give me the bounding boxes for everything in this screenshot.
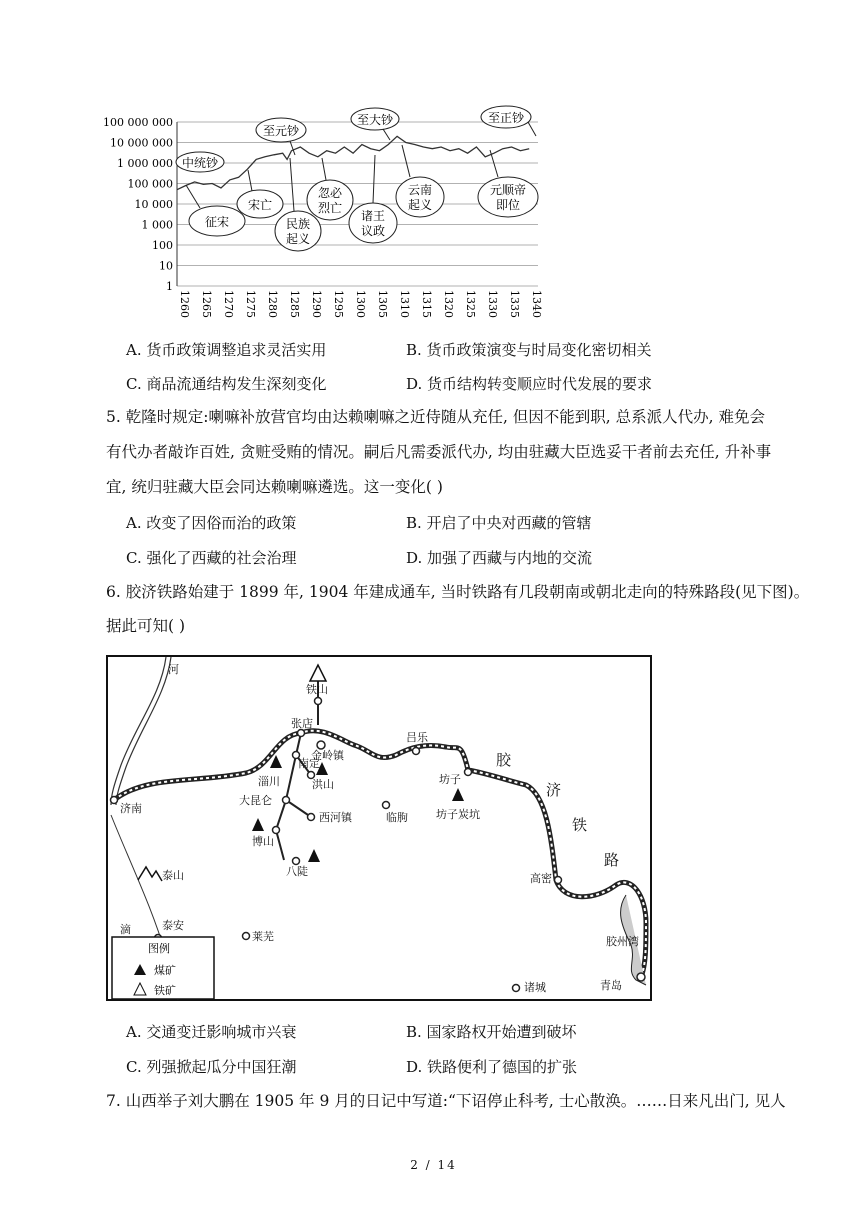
svg-text:至大钞: 至大钞 bbox=[356, 113, 394, 127]
q5-stem-line1: 5. 乾隆时规定:喇嘛补放营官均由达赖喇嘛之近侍随从充任, 但因不能到职, 总系派人代办, 难免会 bbox=[106, 408, 766, 426]
annotation-yunnan bbox=[396, 145, 444, 217]
annotation-zhida bbox=[351, 108, 399, 140]
q7-stem-line1: 7. 山西举子刘大鹏在 1905 年 9 月的日记中写道:“下诏停止科考, 士心散涣。……日来凡出门, 见人 bbox=[106, 1092, 786, 1110]
svg-text:博山: 博山 bbox=[252, 835, 274, 848]
svg-text:坊子炭坑: 坊子炭坑 bbox=[436, 808, 480, 821]
x-tick-label: 1265 bbox=[200, 290, 214, 318]
svg-text:济: 济 bbox=[546, 781, 562, 799]
x-tick-label: 1280 bbox=[266, 290, 280, 318]
q6-option-a: A. 交通变迁影响城市兴衰 bbox=[126, 1023, 297, 1041]
svg-text:吕乐: 吕乐 bbox=[406, 731, 428, 744]
y-tick-label: 1 bbox=[166, 280, 173, 293]
x-tick-label: 1320 bbox=[442, 290, 456, 318]
annotation-zhizheng bbox=[481, 106, 536, 136]
q4-option-a: A. 货币政策调整追求灵活实用 bbox=[126, 341, 327, 359]
svg-text:征宋: 征宋 bbox=[204, 215, 230, 229]
x-tick-label: 1300 bbox=[354, 290, 368, 318]
annotation-songwang bbox=[237, 170, 283, 218]
x-tick-label: 1305 bbox=[376, 290, 390, 318]
svg-text:张店: 张店 bbox=[291, 717, 313, 730]
y-tick-label: 10 000 000 bbox=[110, 136, 173, 150]
svg-text:高密: 高密 bbox=[530, 872, 552, 885]
x-tick-label: 1275 bbox=[244, 290, 258, 318]
svg-text:滴: 滴 bbox=[120, 923, 131, 936]
y-tick-label: 1 000 000 bbox=[117, 157, 173, 170]
svg-text:南定: 南定 bbox=[298, 757, 320, 770]
q6-stem-line2: 据此可知( ) bbox=[106, 617, 186, 635]
svg-text:铁矿: 铁矿 bbox=[154, 984, 176, 997]
page-number: 2 / 14 bbox=[410, 1158, 457, 1172]
q5-option-d: D. 加强了西藏与内地的交流 bbox=[406, 549, 593, 567]
x-tick-label: 1260 bbox=[178, 290, 191, 318]
annotation-hubi bbox=[307, 158, 353, 220]
svg-text:中统钞: 中统钞 bbox=[181, 156, 219, 170]
svg-text:烈亡: 烈亡 bbox=[317, 201, 343, 215]
svg-text:元顺帝: 元顺帝 bbox=[489, 183, 527, 197]
svg-text:诸王: 诸王 bbox=[360, 209, 386, 223]
y-tick-label: 100 000 bbox=[127, 177, 173, 191]
svg-text:洪山: 洪山 bbox=[312, 778, 334, 791]
jiaoji-railway-map bbox=[106, 655, 652, 1001]
svg-text:西河镇: 西河镇 bbox=[319, 811, 352, 824]
q4-option-c: C. 商品流通结构发生深刻变化 bbox=[126, 375, 327, 393]
annotation-yuanshun bbox=[478, 150, 538, 217]
svg-text:淄川: 淄川 bbox=[258, 775, 280, 788]
x-tick-label: 1295 bbox=[332, 290, 346, 318]
x-tick-label: 1310 bbox=[398, 290, 412, 318]
annotation-zhongtong bbox=[176, 152, 224, 172]
q5-stem-line2: 有代办者敲诈百姓, 贪赃受贿的情况。嗣后凡需委派代办, 均由驻藏大臣选妥干者前去充任, 升补事 bbox=[106, 443, 772, 461]
svg-text:至正钞: 至正钞 bbox=[487, 111, 525, 125]
y-tick-label: 10 bbox=[159, 259, 173, 273]
q6-option-b: B. 国家路权开始遭到破坏 bbox=[406, 1023, 577, 1041]
svg-text:路: 路 bbox=[604, 851, 620, 869]
y-tick-label: 10 000 bbox=[134, 198, 173, 211]
annotation-zhiyuan bbox=[256, 118, 306, 155]
q5-option-c: C. 强化了西藏的社会治理 bbox=[126, 549, 297, 567]
svg-text:宋亡: 宋亡 bbox=[247, 198, 273, 212]
annotation-zhuwang bbox=[349, 155, 397, 243]
annotation-zhengsong bbox=[186, 185, 245, 236]
currency-chart bbox=[100, 100, 560, 332]
svg-text:图例: 图例 bbox=[148, 942, 170, 955]
svg-text:坊子: 坊子 bbox=[439, 773, 461, 786]
y-tick-label: 100 000 000 bbox=[103, 116, 173, 129]
x-tick-label: 1315 bbox=[420, 290, 434, 318]
svg-text:诸城: 诸城 bbox=[524, 981, 546, 994]
x-tick-label: 1340 bbox=[530, 290, 544, 318]
q6-stem-line1: 6. 胶济铁路始建于 1899 年, 1904 年建成通车, 当时铁路有几段朝南或朝北走向的特殊路段(见下图)。 bbox=[106, 583, 810, 601]
x-tick-label: 1325 bbox=[464, 290, 478, 318]
y-tick-label: 100 bbox=[152, 239, 173, 252]
svg-text:胶州湾: 胶州湾 bbox=[606, 935, 639, 948]
q5-option-a: A. 改变了因俗而治的政策 bbox=[126, 514, 297, 532]
svg-text:济南: 济南 bbox=[120, 802, 142, 815]
x-tick-label: 1335 bbox=[508, 290, 522, 318]
svg-text:即位: 即位 bbox=[495, 198, 521, 212]
svg-text:八陡: 八陡 bbox=[286, 865, 308, 878]
svg-text:议政: 议政 bbox=[360, 224, 386, 238]
q4-option-d: D. 货币结构转变顺应时代发展的要求 bbox=[406, 375, 653, 393]
map-legend bbox=[112, 937, 214, 999]
svg-text:民族: 民族 bbox=[285, 217, 311, 231]
svg-text:起义: 起义 bbox=[285, 232, 311, 246]
q5-stem-line3: 宜, 统归驻藏大臣会同达赖喇嘛遴选。这一变化( ) bbox=[106, 478, 443, 496]
y-tick-label: 1 000 bbox=[141, 218, 173, 232]
svg-text:铁山: 铁山 bbox=[306, 683, 328, 696]
svg-text:泰山: 泰山 bbox=[162, 869, 184, 882]
svg-text:泰安: 泰安 bbox=[162, 919, 184, 932]
svg-text:莱芜: 莱芜 bbox=[252, 930, 274, 943]
q6-option-c: C. 列强掀起瓜分中国狂潮 bbox=[126, 1058, 297, 1076]
svg-text:金岭镇: 金岭镇 bbox=[311, 749, 344, 762]
x-tick-label: 1290 bbox=[310, 290, 324, 318]
svg-text:临朐: 临朐 bbox=[386, 811, 408, 824]
x-tick-label: 1270 bbox=[222, 290, 236, 318]
x-tick-label: 1330 bbox=[486, 290, 500, 318]
svg-text:忽必: 忽必 bbox=[317, 186, 343, 200]
svg-text:青岛: 青岛 bbox=[600, 979, 622, 992]
q5-option-b: B. 开启了中央对西藏的管辖 bbox=[406, 514, 592, 532]
svg-text:铁: 铁 bbox=[572, 816, 588, 834]
svg-text:云南: 云南 bbox=[407, 183, 433, 197]
svg-text:河: 河 bbox=[168, 663, 179, 676]
x-tick-label: 1285 bbox=[288, 290, 302, 318]
svg-text:至元钞: 至元钞 bbox=[262, 124, 300, 138]
svg-text:大昆仑: 大昆仑 bbox=[239, 794, 272, 807]
q6-option-d: D. 铁路便利了德国的扩张 bbox=[406, 1058, 578, 1076]
svg-text:胶: 胶 bbox=[496, 751, 512, 769]
q4-option-b: B. 货币政策演变与时局变化密切相关 bbox=[406, 341, 652, 359]
svg-text:起义: 起义 bbox=[407, 198, 433, 212]
svg-text:煤矿: 煤矿 bbox=[154, 964, 176, 977]
